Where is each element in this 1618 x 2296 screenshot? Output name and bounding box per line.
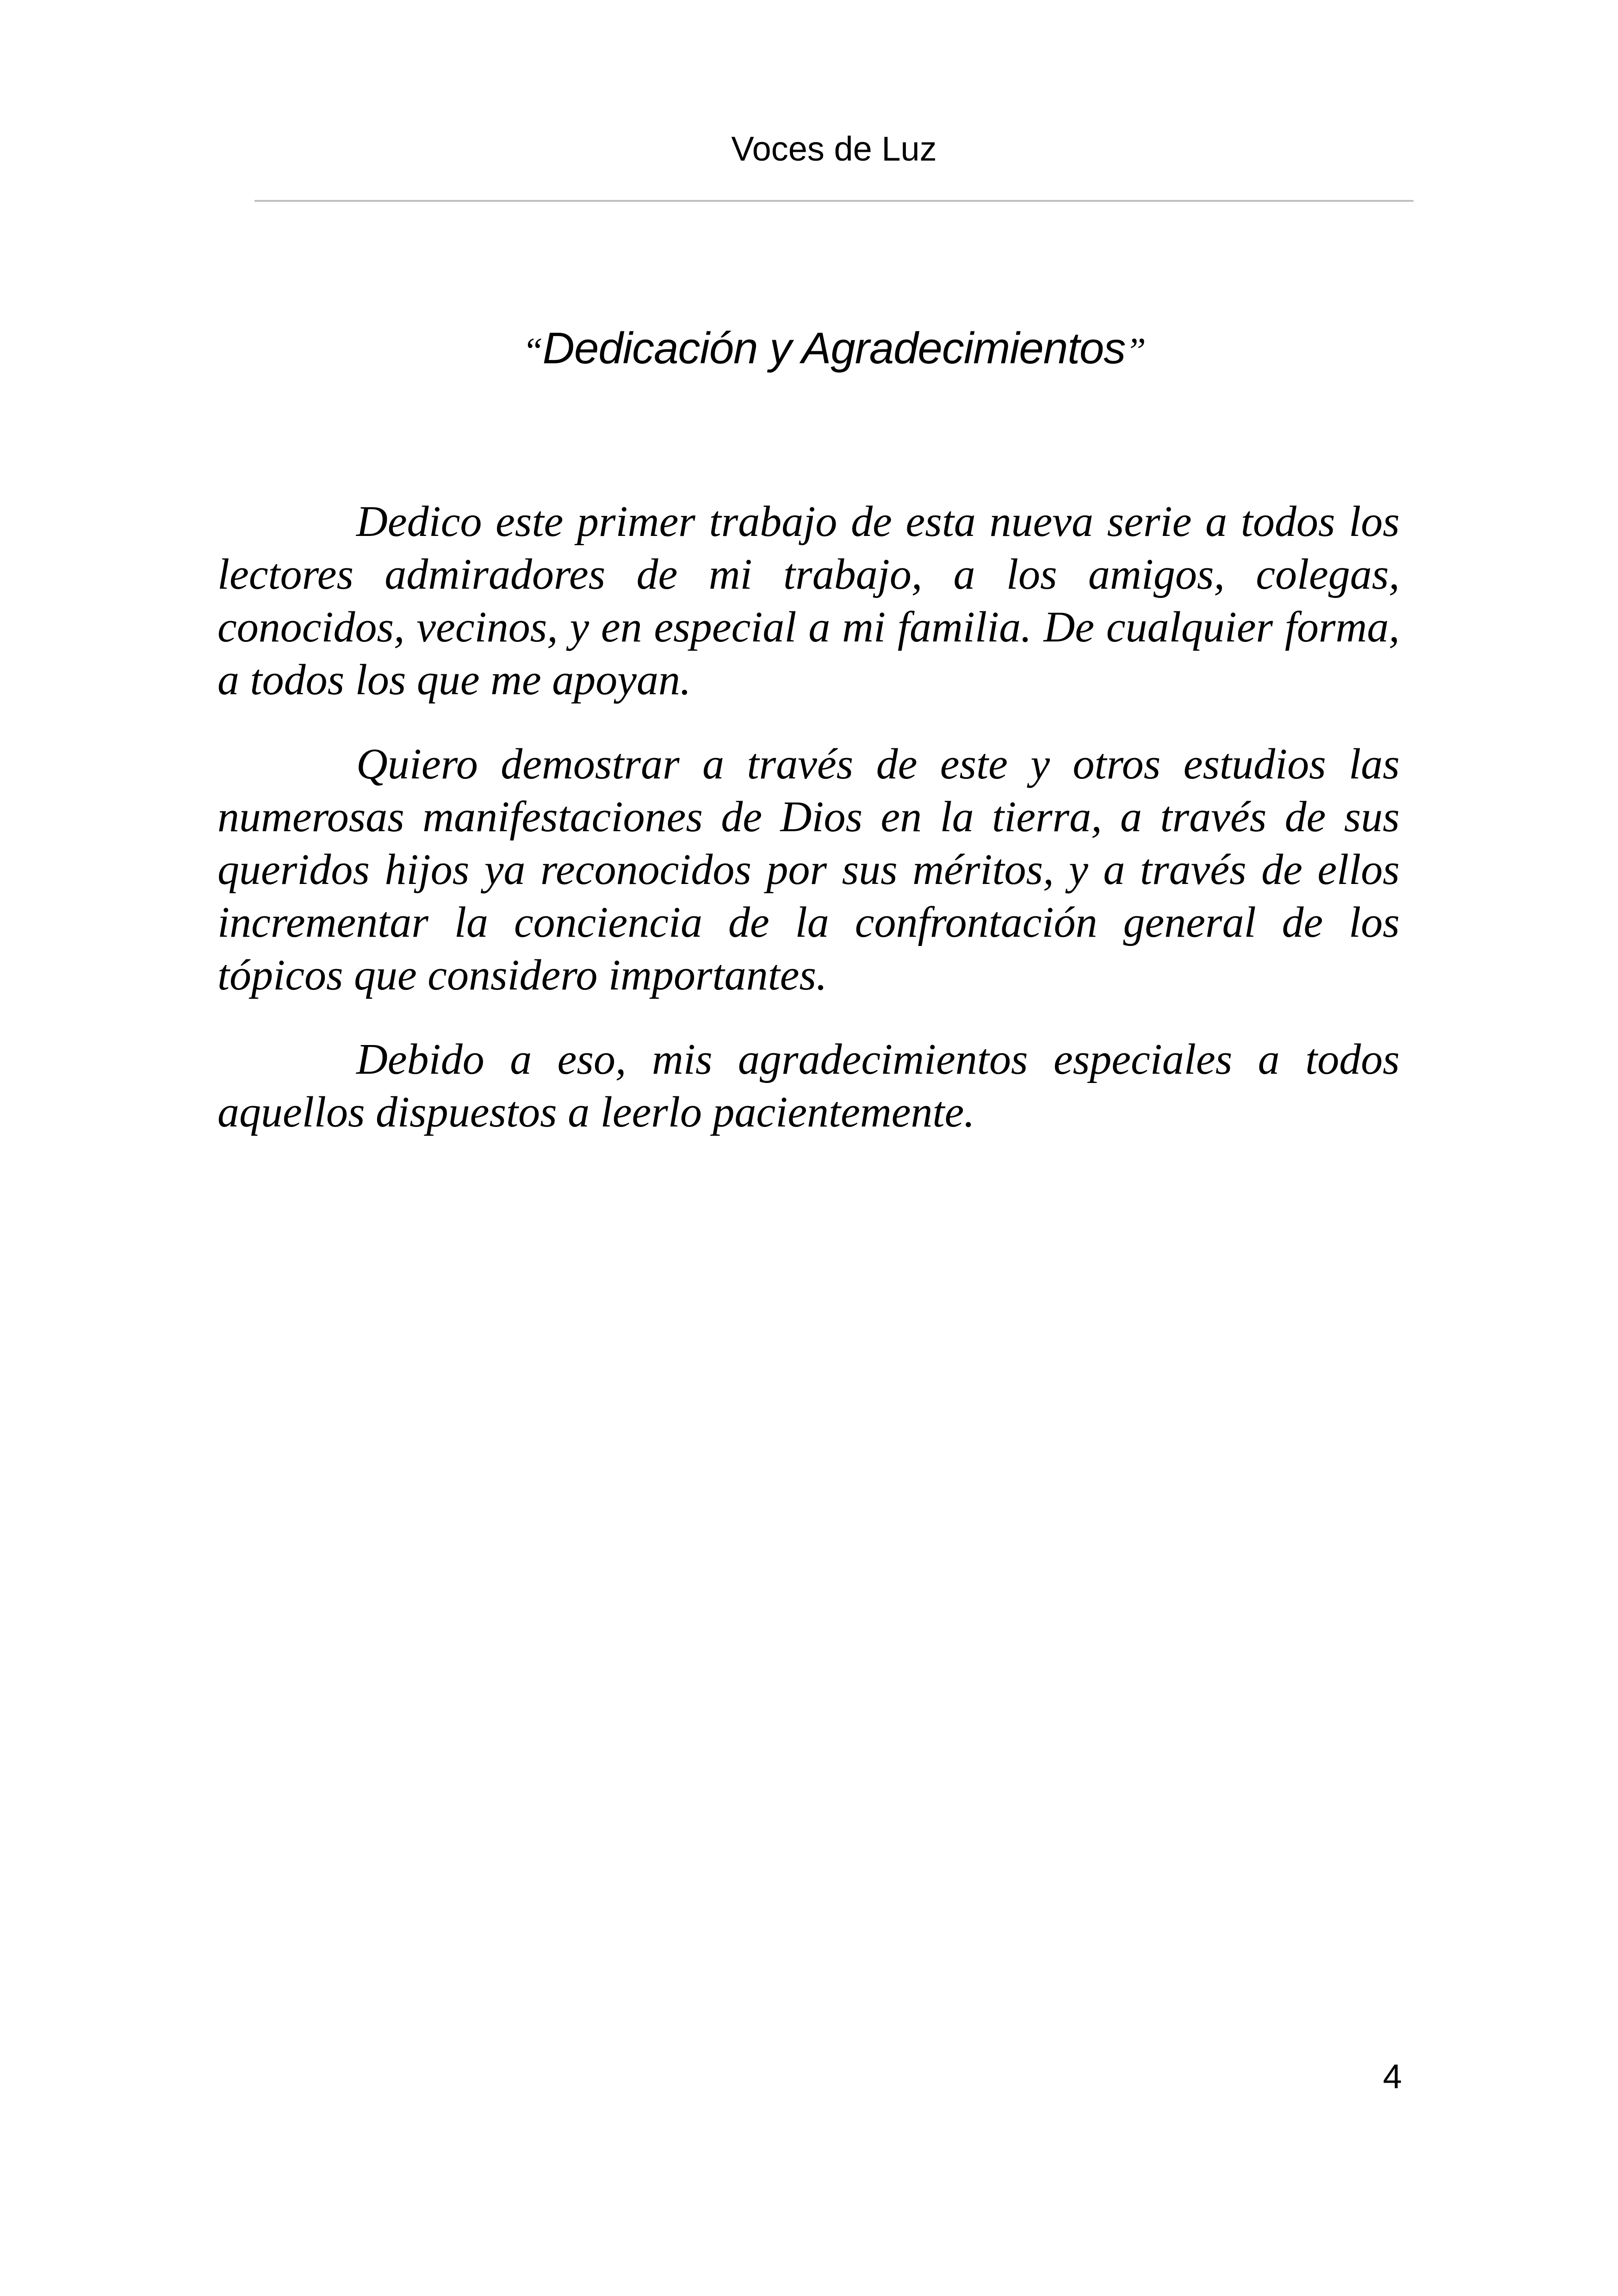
- title-close-quote: ”: [1125, 331, 1146, 372]
- header-divider: [254, 200, 1413, 202]
- body-text: [217, 495, 1400, 1170]
- running-header: Voces de Luz: [731, 130, 937, 168]
- title-open-quote: “: [522, 331, 543, 372]
- paragraph-thanks: Debido a eso, mis agradecimientos especiales a todos aquellos dispuestos a leerlo pacientemente.: [217, 1035, 1400, 1136]
- page-number: 4: [1382, 2057, 1402, 2096]
- chapter-title: [254, 326, 1413, 371]
- paragraph-purpose: Quiero demostrar a través de este y otros estudios las numerosas manifestaciones de Dios en la tierra, a través de sus queridos hijos ya reconocidos por sus méritos, y a través de ellos incrementar la conciencia de la confrontación general de los tópicos que considero importantes.: [217, 740, 1400, 999]
- paragraph-dedication: Dedico este primer trabajo de esta nueva serie a todos los lectores admiradores de mi trabajo, a los amigos, colegas, conocidos, vecinos, y en especial a mi familia. De cualquier forma, a todos los que me apoyan.: [217, 498, 1400, 704]
- chapter-title-text: Dedicación y Agradecimientos: [542, 324, 1126, 373]
